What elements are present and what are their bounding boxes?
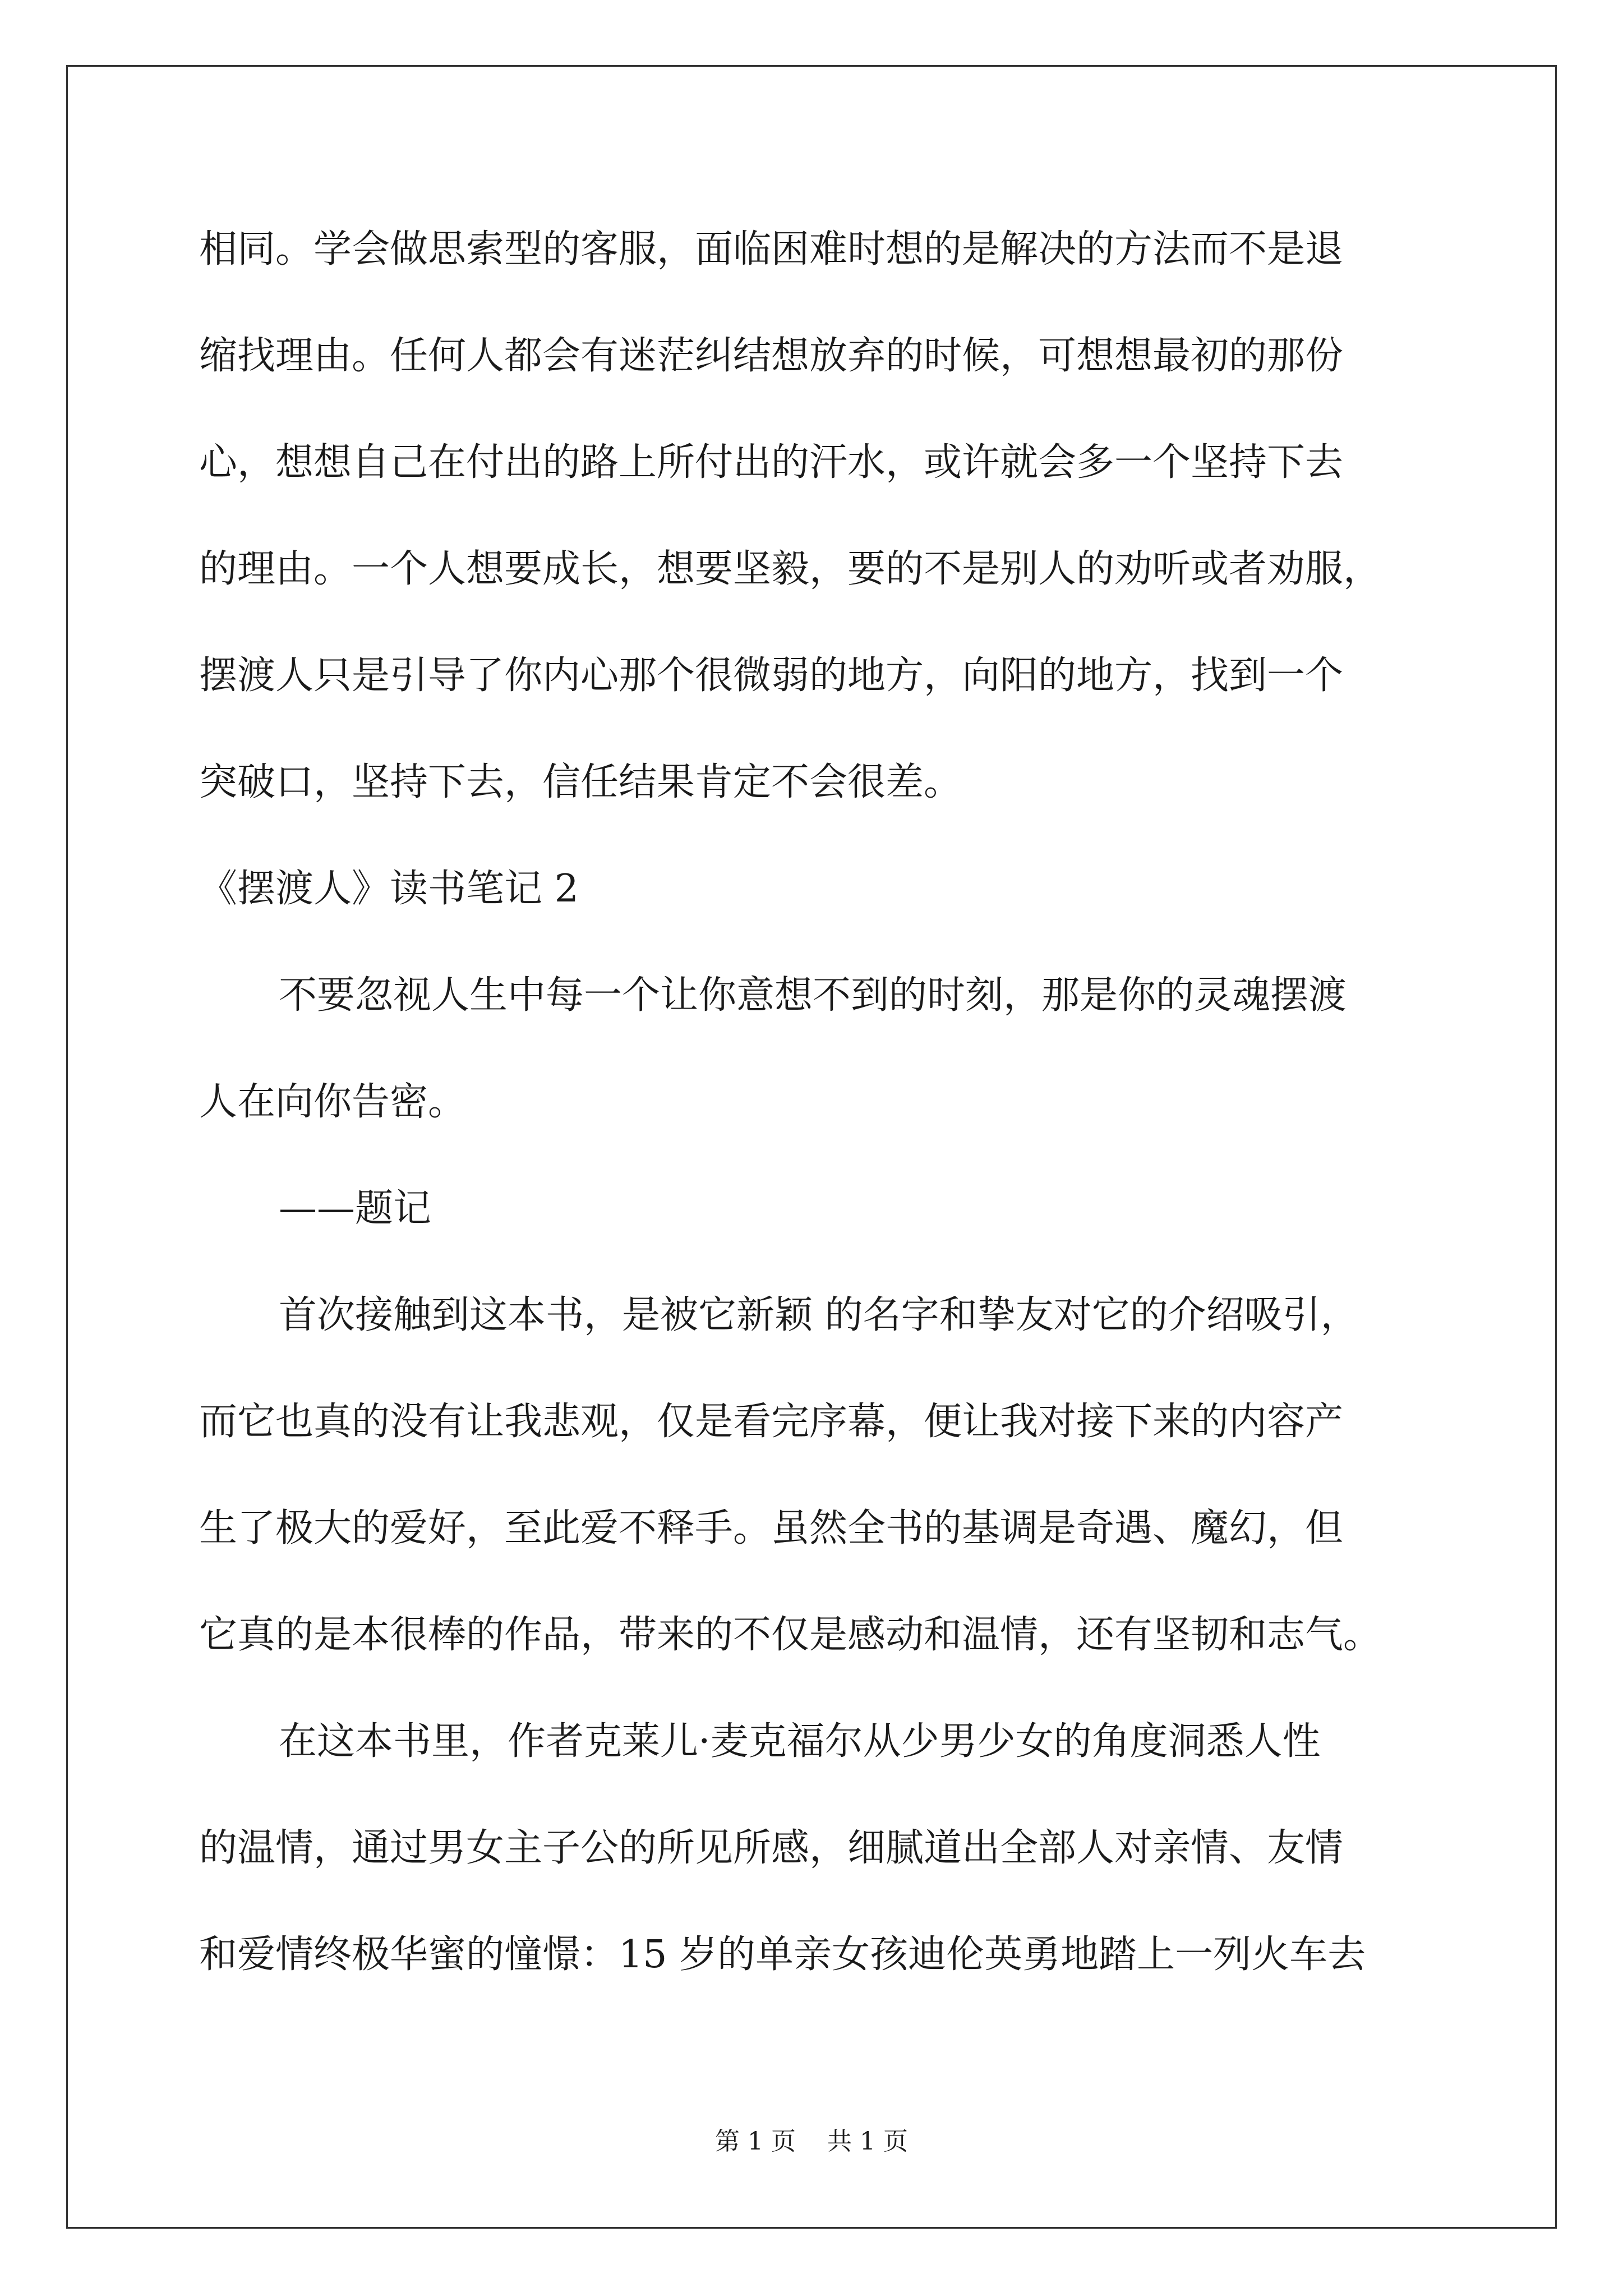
body-line: 缩找理由。任何人都会有迷茫纠结想放弃的时候，可想想最初的那份 — [199, 334, 1344, 378]
body-line: 和爱情终极华蜜的憧憬：15 岁的单亲女孩迪伦英勇地踏上一列火车去 — [199, 1932, 1366, 1977]
epigraph-line: 人在向你告密。 — [199, 1080, 467, 1124]
section-heading: 《摆渡人》读书笔记 2 — [199, 867, 579, 911]
body-line: 在这本书里，作者克莱儿·麦克福尔从少男少女的角度洞悉人性 — [279, 1719, 1321, 1764]
body-line: 突破口，坚持下去，信任结果肯定不会很差。 — [199, 760, 962, 804]
body-line: 摆渡人只是引导了你内心那个很微弱的地方，向阳的地方，找到一个 — [199, 654, 1344, 698]
body-line: 的温情，通过男女主子公的所见所感，细腻道出全部人对亲情、友情 — [199, 1826, 1344, 1870]
body-line: 的理由。一个人想要成长，想要坚毅，要的不是别人的劝听或者劝服， — [199, 547, 1382, 591]
epigraph-attribution: ——题记 — [279, 1186, 432, 1231]
page-footer — [0, 2126, 1623, 2157]
body-line: 首次接触到这本书，是被它新颖 的名字和挚友对它的介绍吸引， — [279, 1293, 1359, 1337]
body-line: 相同。学会做思索型的客服，面临困难时想的是解决的方法而不是退 — [199, 227, 1344, 272]
page-border — [66, 65, 1557, 2229]
epigraph-line: 不要忽视人生中每一个让你意想不到的时刻，那是你的灵魂摆渡 — [279, 973, 1347, 1018]
page-total: 共 1 页 — [827, 2127, 908, 2156]
body-line: 心，想想自己在付出的路上所付出的汗水，或许就会多一个坚持下去 — [199, 440, 1344, 485]
body-line: 而它也真的没有让我悲观，仅是看完序幕，便让我对接下来的内容产 — [199, 1400, 1344, 1444]
body-line: 生了极大的爱好，至此爱不释手。虽然全书的基调是奇遇、魔幻，但 — [199, 1506, 1344, 1550]
body-line: 它真的是本很棒的作品，带来的不仅是感动和温情，还有坚韧和志气。 — [199, 1613, 1382, 1657]
page-number: 第 1 页 — [715, 2127, 796, 2156]
